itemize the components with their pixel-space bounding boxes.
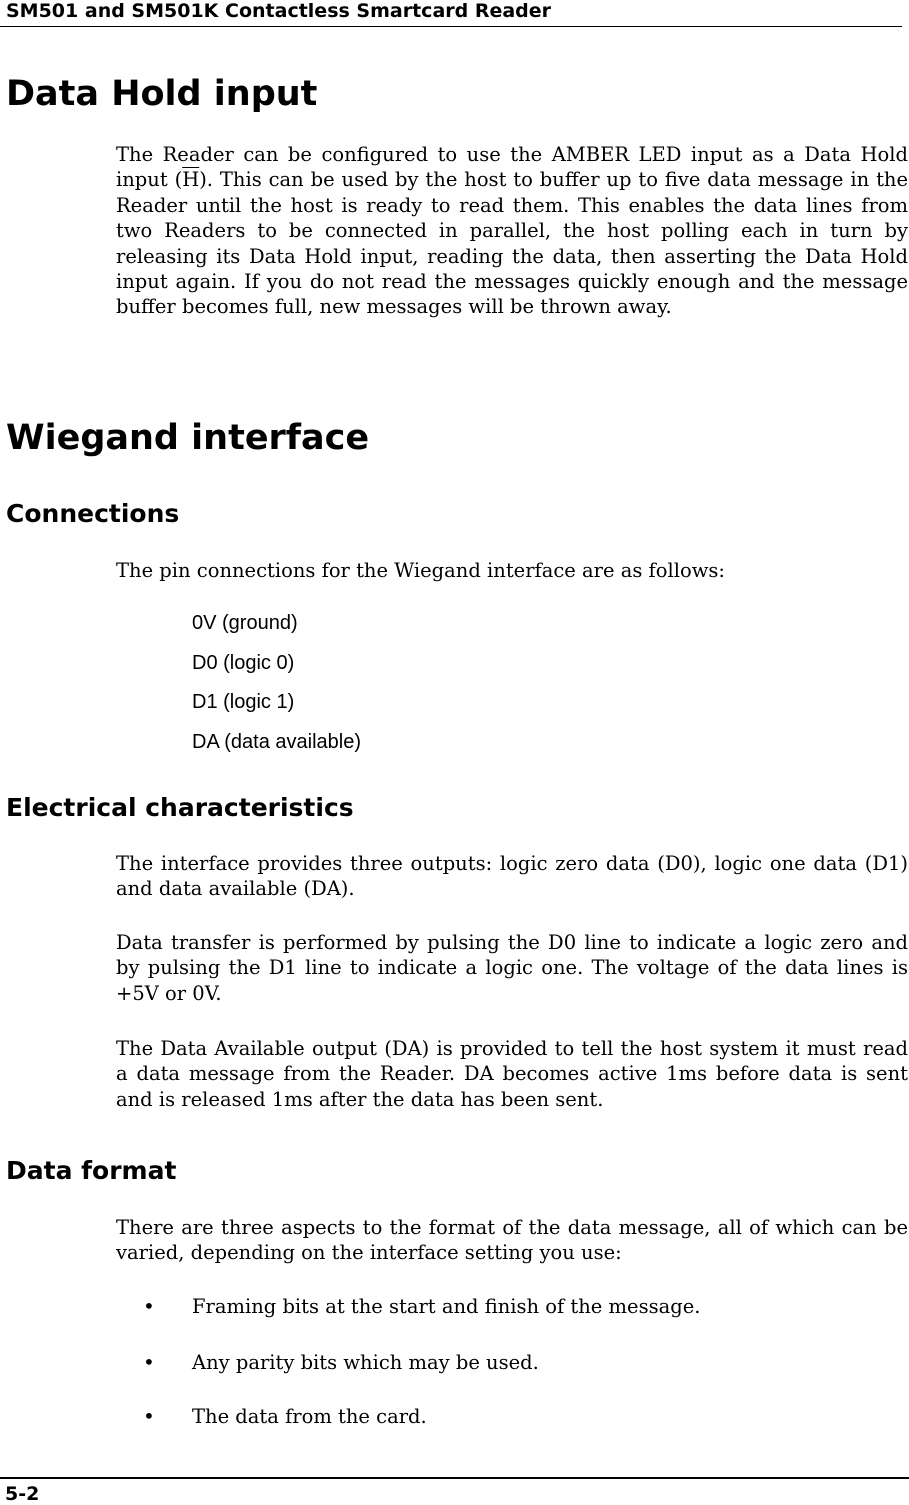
list-item: Any parity bits which may be used. xyxy=(192,1351,539,1374)
data-format-heading: Data format xyxy=(6,1156,177,1185)
pin-item: 0V (ground) xyxy=(192,612,298,634)
data-hold-heading: Data Hold input xyxy=(6,74,318,114)
electrical-paragraph: The Data Available output (DA) is provided to tell the host system it must read a data message from the Reader. DA becomes active 1ms before data is sent and is released 1ms after the data has been sent. xyxy=(116,1037,908,1111)
page-number: 5-2 xyxy=(5,1483,40,1505)
data-format-intro: There are three aspects to the format of the data message, all of which can be varied, depending on the interface setting you use: xyxy=(116,1216,908,1265)
bullet-icon: • xyxy=(143,1294,155,1318)
connections-intro: The pin connections for the Wiegand interface are as follows: xyxy=(116,559,725,582)
list-item: Framing bits at the start and finish of the message. xyxy=(192,1295,701,1318)
footer-rule xyxy=(0,1477,909,1479)
connections-heading: Connections xyxy=(6,499,180,528)
header-rule xyxy=(0,26,902,27)
running-header-title: SM501 and SM501K Contactless Smartcard Reader xyxy=(6,0,552,22)
bullet-icon: • xyxy=(143,1404,155,1428)
electrical-paragraph: Data transfer is performed by pulsing the D0 line to indicate a logic zero and by pulsing the D1 line to indicate a logic one. The voltage of the data lines is +5V or 0V. xyxy=(116,931,908,1005)
list-item: The data from the card. xyxy=(192,1405,427,1428)
pin-item: DA (data available) xyxy=(192,731,361,753)
electrical-paragraph: The interface provides three outputs: logic zero data (D0), logic one data (D1) and data available (DA). xyxy=(116,852,908,901)
data-hold-paragraph: The Reader can be configured to use the AMBER LED input as a Data Hold input $(\overline{H})$. This can be used by the host to buffer up to five data message in the Reader until the host is ready to read them. This enables the data lines from two Readers to be connected in parallel, the host polling each in turn by releasing its Data Hold input, reading the data, then asserting the Data Hold input again. If you do not read the messages quickly enough and the message buffer becomes full, new messages will be thrown away. xyxy=(116,143,909,319)
hold-signal-label: $\overline{H}$ xyxy=(182,168,200,192)
pin-item: D1 (logic 1) xyxy=(192,691,295,713)
pin-item: D0 (logic 0) xyxy=(192,652,295,674)
electrical-characteristics-heading: Electrical characteristics xyxy=(6,793,354,822)
wiegand-interface-heading: Wiegand interface xyxy=(6,418,370,458)
bullet-icon: • xyxy=(143,1350,155,1374)
